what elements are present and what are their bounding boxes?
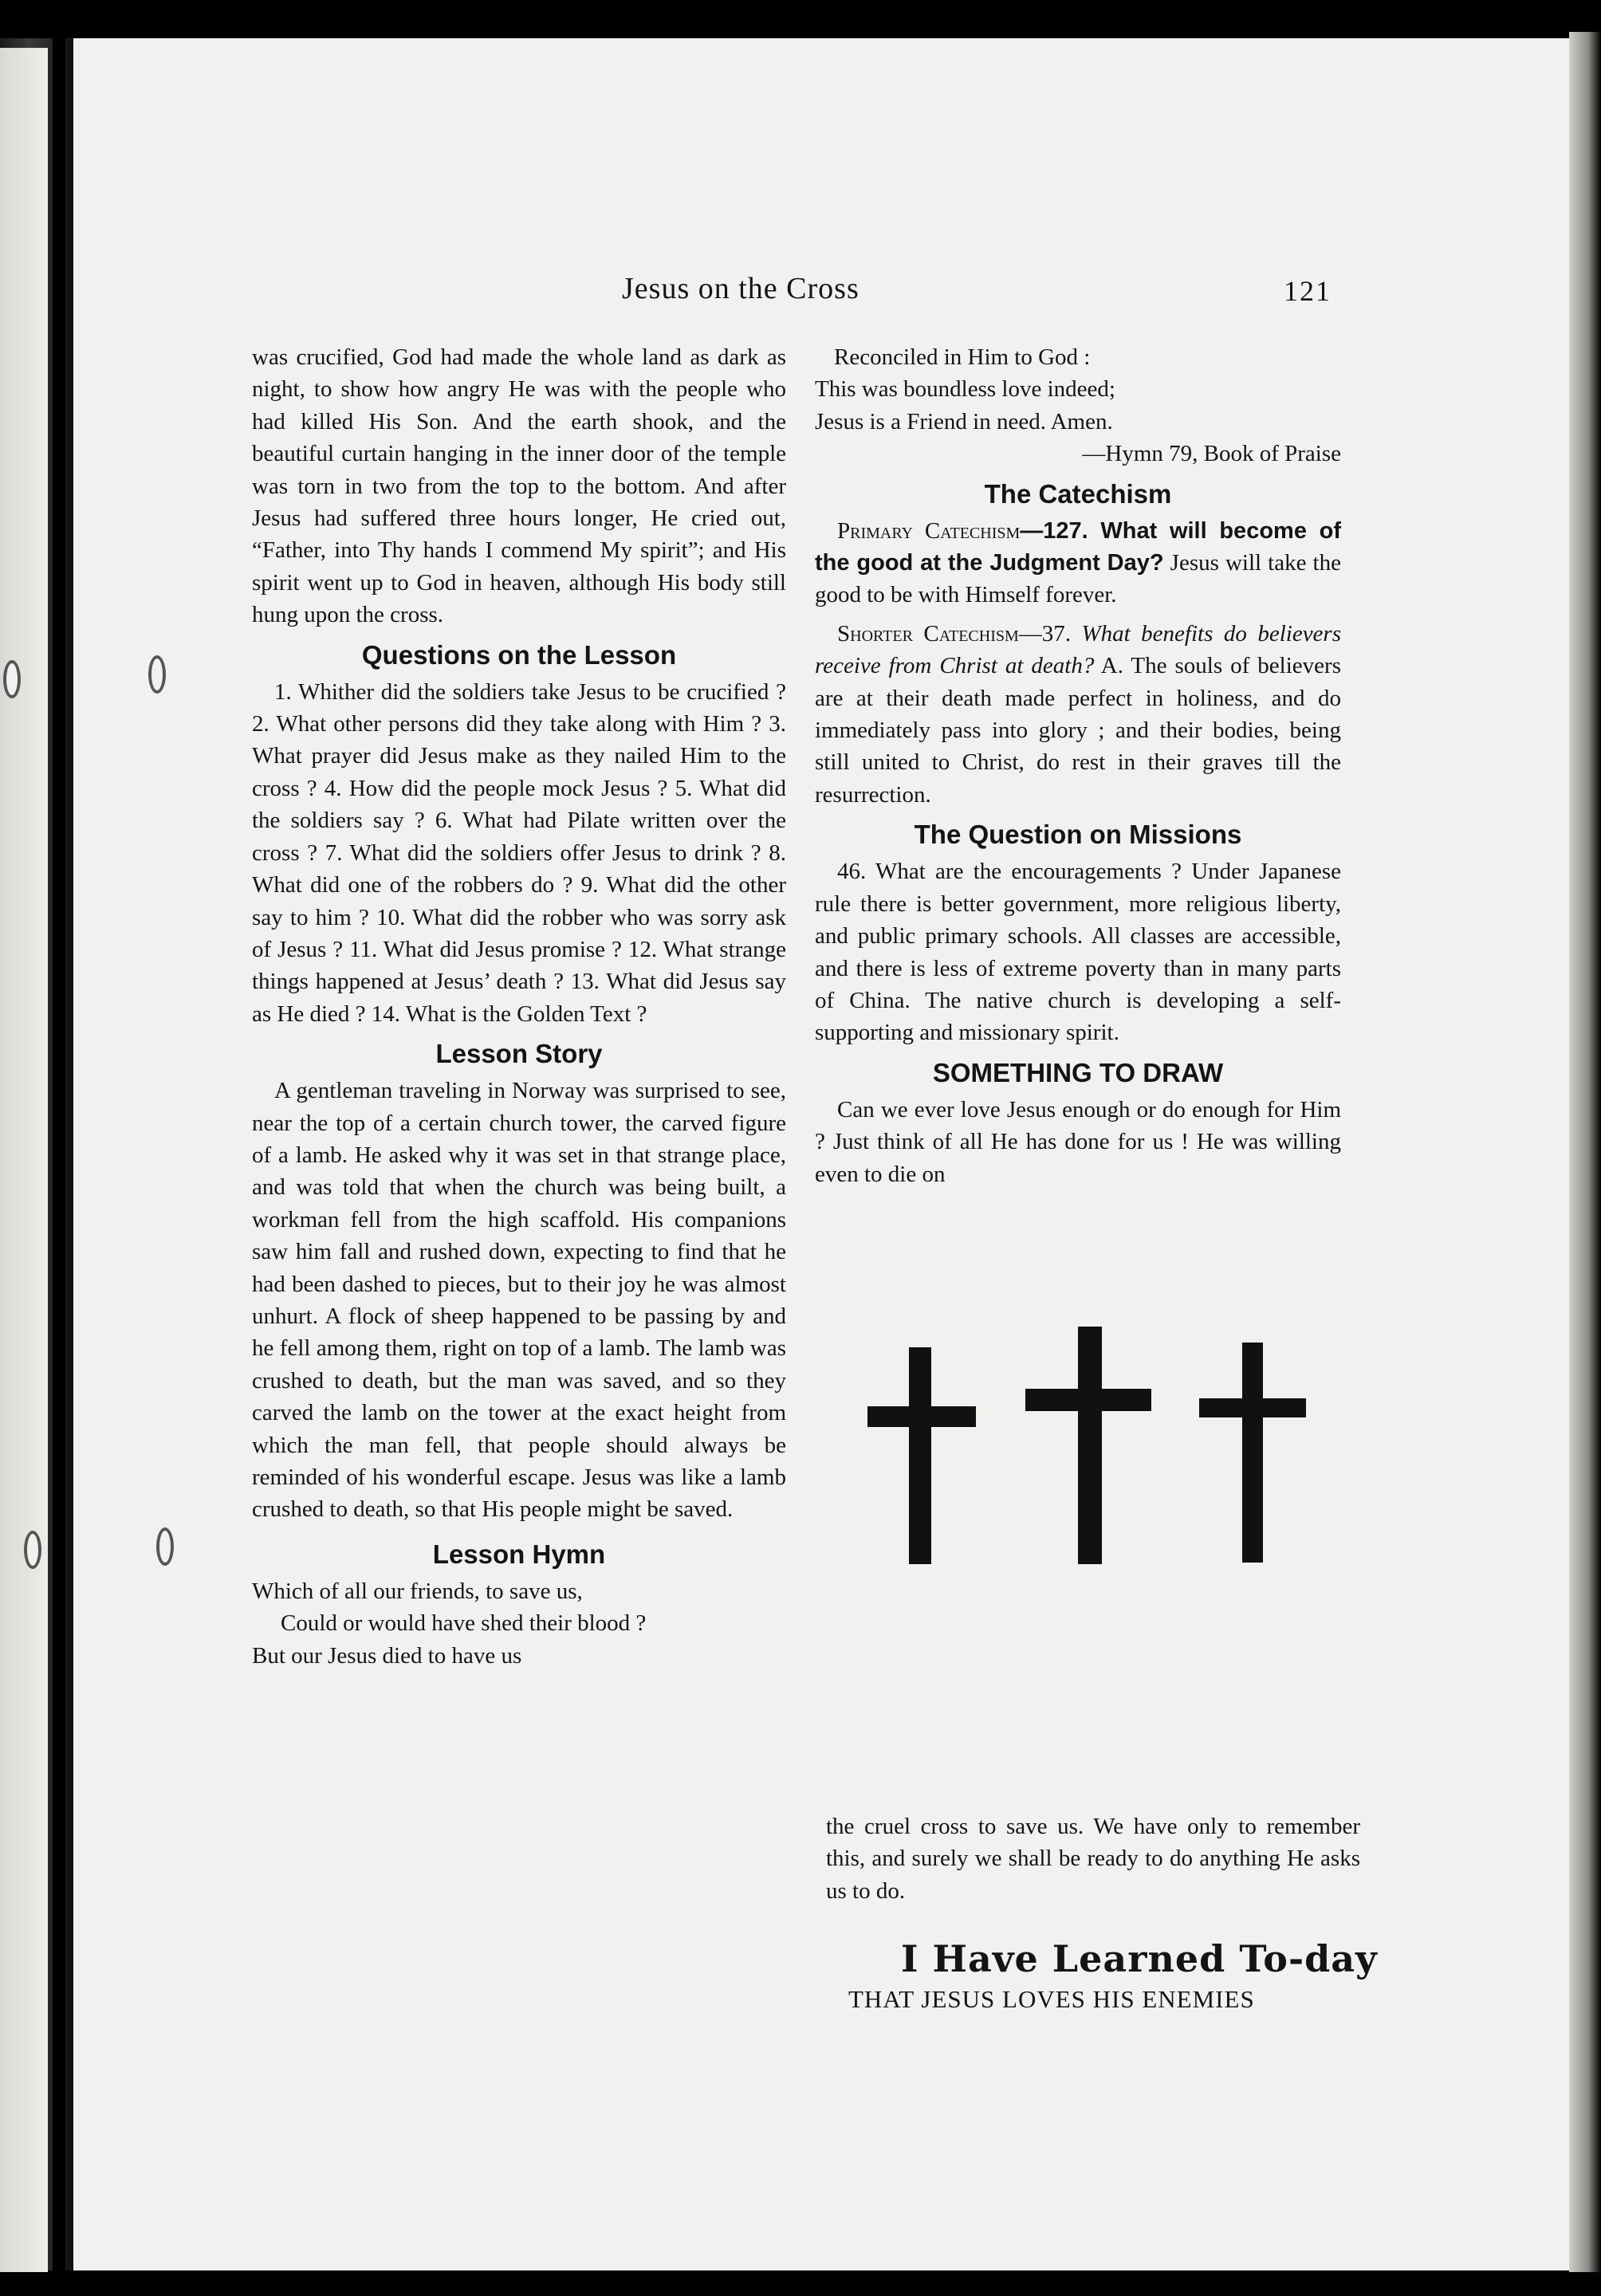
hymn-line: Could or would have shed their blood ? — [281, 1610, 647, 1637]
page-stack-edge — [1569, 32, 1601, 2272]
learned-today-heading: I Have Learned To-day — [901, 1937, 1378, 1980]
running-header: Jesus on the Cross — [622, 272, 860, 305]
shorter-catechism-label: Shorter Catechism — [837, 620, 1019, 647]
draw-paragraph: Can we ever love Jesus enough or do enough for Him ? Just think of all He has done for us ! He was willing even to die on — [815, 1096, 1341, 1187]
story-paragraph: A gentleman traveling in Norway was surprised to see, near the top of a certain church tower, the carved figure of a lamb. He asked why it was set in that strange place, and was told that when the church was being built, a workman fell from the high scaffold. His companions saw him fall and rushed down, expecting to find that he had been dashed to pieces, but to their joy he was almost unhurt. A flock of sheep happened to be passing by and he fell among them, right on top of a lamb. The lamb was crushed to death, but the man was saved, and so they carved the lamb on the tower at the exact height from which the man fell, that people should always be reminded of his wonderful escape. Jesus was like a lamb crushed to death, so that His people might be saved. — [252, 1078, 786, 1523]
missions-paragraph: 46. What are the encouragements ? Under Japanese rule there is better government, more religious liberty, and public primary schools. All classes are accessible, and there is less of extreme poverty than in many parts of China. The native church is developing a self-supporting and missionary spirit. — [815, 859, 1341, 1046]
story-heading: Lesson Story — [435, 1039, 603, 1069]
hymn-line: Which of all our friends, to save us, — [252, 1578, 583, 1604]
primary-catechism-answer: Jesus will take the good to be with Himself forever. — [815, 550, 1341, 608]
left-column — [252, 341, 786, 1672]
binding-hole — [156, 1527, 174, 1566]
binding-hole — [3, 660, 21, 698]
shorter-catechism-number: —37. — [1018, 620, 1072, 647]
page-number: 121 — [1284, 275, 1332, 307]
right-column — [815, 341, 1341, 1190]
draw-heading: SOMETHING TO DRAW — [932, 1057, 1224, 1087]
questions-paragraph: 1. Whither did the soldiers take Jesus to be crucified ? 2. What other persons did they take along with Him ? 3. What prayer did Jesus make as they nailed Him to the cross ? 4. How did the people mock Jesus ? 5. What did the soldiers say ? 6. What had Pilate written over the cross ? 7. What did the soldiers offer Jesus to drink ? 8. What did one of the robbers do ? 9. What did the other say to him ? 10. What did the robber who was sorry ask of Jesus ? 11. What did Jesus promise ? 12. What strange things happened at Jesus’ death ? 13. What did Jesus say as He died ? 14. What is the Golden Text ? — [252, 678, 786, 1027]
hymn-attribution: —Hymn 79, Book of Praise — [1082, 441, 1341, 467]
hymn-line: Jesus is a Friend in need. Amen. — [815, 408, 1113, 434]
hymn-line: This was boundless love indeed; — [815, 376, 1115, 403]
draw-continued-block — [826, 1810, 1360, 1907]
hymn-heading: Lesson Hymn — [432, 1539, 606, 1569]
shorter-catechism — [815, 618, 1341, 811]
missions-heading: The Question on Missions — [914, 820, 1242, 850]
binding-hole — [148, 655, 166, 694]
hymn-line: But our Jesus died to have us — [252, 1642, 522, 1669]
questions-heading: Questions on the Lesson — [361, 639, 677, 670]
shorter-catechism-question: What benefits do believers receive from Christ at death? — [815, 620, 1342, 679]
binding-gutter — [53, 38, 65, 2270]
binding-hole — [24, 1531, 41, 1569]
shorter-catechism-answer: A. The souls of believers are at their death made perfect in holiness, and do immediately pass into glory ; and their bodies, being still united to Christ, do rest in their graves till the resurrection. — [815, 653, 1341, 808]
catechism-heading: The Catechism — [984, 478, 1172, 509]
facing-page-edge — [0, 48, 48, 2272]
learned-today-statement: THAT JESUS LOVES HIS ENEMIES — [848, 1985, 1255, 2013]
draw-continued-paragraph: the cruel cross to save us. We have only to remember this, and surely we shall be ready to do anything He asks us to do. — [826, 1814, 1360, 1904]
hymn-line: Reconciled in Him to God : — [834, 344, 1091, 370]
three-crosses-illustration — [861, 1315, 1316, 1571]
primary-catechism-question: —127. What will become of the good at the Judgment Day? — [815, 517, 1341, 576]
lesson-intro-paragraph: was crucified, God had made the whole land as dark as night, to show how angry He was with the people who had killed His Son. And the earth shook, and the beautiful curtain hanging in the inner door of the temple was torn in two from the top to the bottom. And after Jesus had suffered three hours longer, He cried out, “Father, into Thy hands I commend My spirit”; and His spirit went up to God in heaven, although His body still hung upon the cross. — [252, 344, 786, 628]
primary-catechism — [815, 515, 1341, 611]
primary-catechism-label: Primary Catechism — [837, 517, 1021, 544]
